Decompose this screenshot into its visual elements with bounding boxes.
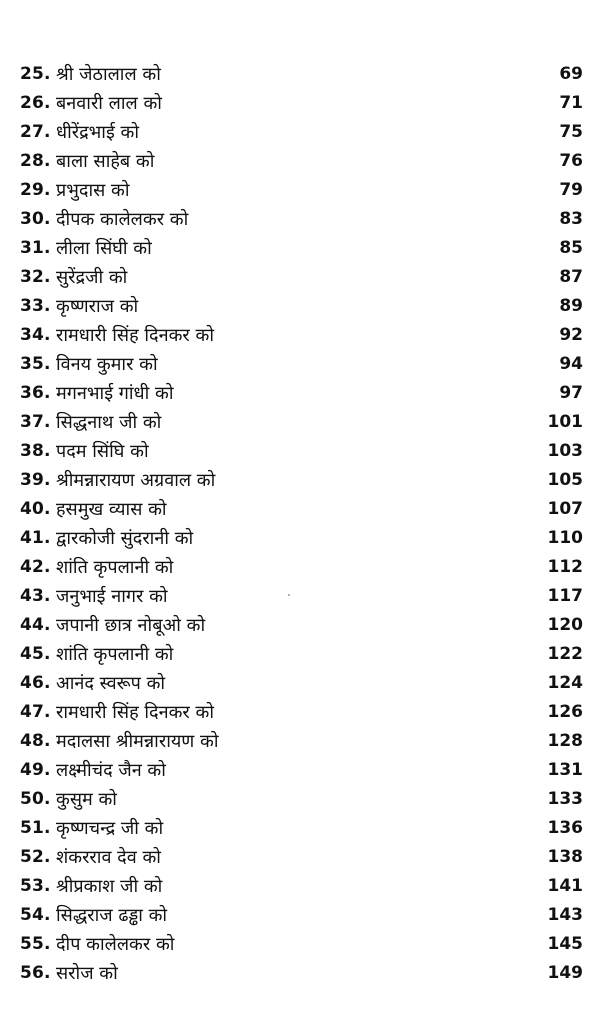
- entry-number: 37.: [20, 412, 51, 432]
- toc-entry: [0, 584, 600, 613]
- toc-entry: [0, 207, 600, 236]
- entry-number: 40.: [20, 499, 51, 519]
- entry-title: सिद्धराज ढड्ढा को: [56, 905, 168, 926]
- entry-number: 35.: [20, 354, 51, 374]
- entry-page-number: 117: [547, 586, 583, 606]
- entry-page-number: 122: [547, 644, 583, 664]
- toc-entry: [0, 613, 600, 642]
- entry-number: 42.: [20, 557, 51, 577]
- entry-number: 27.: [20, 122, 51, 142]
- entry-title: हसमुख व्यास को: [56, 499, 167, 520]
- entry-number: 32.: [20, 267, 51, 287]
- toc-entry: [0, 323, 600, 352]
- entry-number: 33.: [20, 296, 51, 316]
- toc-entry: [0, 845, 600, 874]
- toc-entry: [0, 555, 600, 584]
- entry-number: 31.: [20, 238, 51, 258]
- entry-title: विनय कुमार को: [56, 354, 158, 375]
- entry-number: 53.: [20, 876, 51, 896]
- entry-page-number: 107: [547, 499, 583, 519]
- entry-title: जपानी छात्र नोबूओ को: [56, 615, 206, 636]
- entry-title: आनंद स्वरूप को: [56, 673, 166, 694]
- entry-page-number: 85: [559, 238, 583, 258]
- entry-page-number: 101: [547, 412, 583, 432]
- entry-page-number: 128: [547, 731, 583, 751]
- entry-page-number: 94: [559, 354, 583, 374]
- entry-number: 44.: [20, 615, 51, 635]
- entry-title: लीला सिंघी को: [56, 238, 152, 259]
- entry-title: द्वारकोजी सुंदरानी को: [56, 528, 194, 549]
- entry-number: 52.: [20, 847, 51, 867]
- toc-entry: [0, 236, 600, 265]
- entry-number: 39.: [20, 470, 51, 490]
- entry-page-number: 136: [547, 818, 583, 838]
- toc-entry: [0, 497, 600, 526]
- entry-title: शंकरराव देव को: [56, 847, 161, 868]
- entry-title: मगनभाई गांधी को: [56, 383, 174, 404]
- entry-page-number: 112: [547, 557, 583, 577]
- entry-page-number: 103: [547, 441, 583, 461]
- entry-number: 36.: [20, 383, 51, 403]
- entry-number: 43.: [20, 586, 51, 606]
- toc-entry: [0, 468, 600, 497]
- entry-title: दीप कालेलकर को: [56, 934, 175, 955]
- entry-page-number: 75: [559, 122, 583, 142]
- entry-number: 29.: [20, 180, 51, 200]
- entry-page-number: 76: [559, 151, 583, 171]
- toc-entry: [0, 149, 600, 178]
- entry-title: धीरेंद्रभाई को: [56, 122, 140, 143]
- entry-number: 34.: [20, 325, 51, 345]
- entry-page-number: 110: [547, 528, 583, 548]
- entry-title: शांति कृपलानी को: [56, 644, 174, 665]
- entry-page-number: 138: [547, 847, 583, 867]
- entry-number: 25.: [20, 64, 51, 84]
- entry-page-number: 89: [559, 296, 583, 316]
- toc-entry: [0, 526, 600, 555]
- toc-entry: [0, 410, 600, 439]
- entry-number: 47.: [20, 702, 51, 722]
- entry-title: कृष्णचन्द्र जी को: [56, 818, 164, 839]
- entry-page-number: 105: [547, 470, 583, 490]
- entry-number: 48.: [20, 731, 51, 751]
- entry-number: 45.: [20, 644, 51, 664]
- entry-title: रामधारी सिंह दिनकर को: [56, 702, 214, 723]
- entry-number: 56.: [20, 963, 51, 983]
- entry-title: कुसुम को: [56, 789, 117, 810]
- entry-page-number: 143: [547, 905, 583, 925]
- toc-entry: [0, 178, 600, 207]
- entry-number: 49.: [20, 760, 51, 780]
- entry-page-number: 79: [559, 180, 583, 200]
- entry-number: 38.: [20, 441, 51, 461]
- entry-number: 41.: [20, 528, 51, 548]
- toc-entry: [0, 62, 600, 91]
- entry-page-number: 141: [547, 876, 583, 896]
- entry-page-number: 71: [559, 93, 583, 113]
- entry-title: श्रीमन्नारायण अग्रवाल को: [56, 470, 216, 491]
- entry-title: लक्ष्मीचंद जैन को: [56, 760, 166, 781]
- entry-title: श्रीप्रकाश जी को: [56, 876, 163, 897]
- toc-entry: [0, 91, 600, 120]
- entry-number: 54.: [20, 905, 51, 925]
- toc-entry: [0, 381, 600, 410]
- entry-number: 46.: [20, 673, 51, 693]
- entry-title: सिद्धनाथ जी को: [56, 412, 162, 433]
- entry-page-number: 97: [559, 383, 583, 403]
- toc-entry: [0, 816, 600, 845]
- toc-entry: [0, 439, 600, 468]
- entry-page-number: 87: [559, 267, 583, 287]
- entry-page-number: 83: [559, 209, 583, 229]
- entry-number: 30.: [20, 209, 51, 229]
- toc-entry: [0, 120, 600, 149]
- toc-entry: [0, 265, 600, 294]
- toc-entry: [0, 961, 600, 990]
- entry-page-number: 69: [559, 64, 583, 84]
- entry-number: 55.: [20, 934, 51, 954]
- entry-title: सुरेंद्रजी को: [56, 267, 128, 288]
- entry-page-number: 145: [547, 934, 583, 954]
- entry-page-number: 126: [547, 702, 583, 722]
- paper-speck: [288, 594, 290, 596]
- entry-page-number: 149: [547, 963, 583, 983]
- toc-entry: [0, 642, 600, 671]
- entry-title: कृष्णराज को: [56, 296, 139, 317]
- entry-page-number: 131: [547, 760, 583, 780]
- table-of-contents: [0, 62, 600, 990]
- entry-page-number: 120: [547, 615, 583, 635]
- entry-number: 51.: [20, 818, 51, 838]
- entry-page-number: 133: [547, 789, 583, 809]
- entry-title: शांति कृपलानी को: [56, 557, 174, 578]
- entry-page-number: 124: [547, 673, 583, 693]
- entry-title: बाला साहेब को: [56, 151, 155, 172]
- toc-entry: [0, 700, 600, 729]
- toc-entry: [0, 903, 600, 932]
- toc-entry: [0, 671, 600, 700]
- entry-title: रामधारी सिंह दिनकर को: [56, 325, 214, 346]
- toc-entry: [0, 787, 600, 816]
- entry-title: जनुभाई नागर को: [56, 586, 168, 607]
- entry-number: 28.: [20, 151, 51, 171]
- toc-entry: [0, 874, 600, 903]
- toc-entry: [0, 352, 600, 381]
- entry-number: 50.: [20, 789, 51, 809]
- entry-title: श्री जेठालाल को: [56, 64, 161, 85]
- toc-entry: [0, 294, 600, 323]
- toc-entry: [0, 932, 600, 961]
- entry-title: मदालसा श्रीमन्नारायण को: [56, 731, 219, 752]
- entry-number: 26.: [20, 93, 51, 113]
- entry-title: पदम सिंघि को: [56, 441, 149, 462]
- toc-entry: [0, 758, 600, 787]
- entry-title: दीपक कालेलकर को: [56, 209, 189, 230]
- entry-page-number: 92: [559, 325, 583, 345]
- toc-entry: [0, 729, 600, 758]
- entry-title: प्रभुदास को: [56, 180, 130, 201]
- entry-title: बनवारी लाल को: [56, 93, 162, 114]
- entry-title: सरोज को: [56, 963, 118, 984]
